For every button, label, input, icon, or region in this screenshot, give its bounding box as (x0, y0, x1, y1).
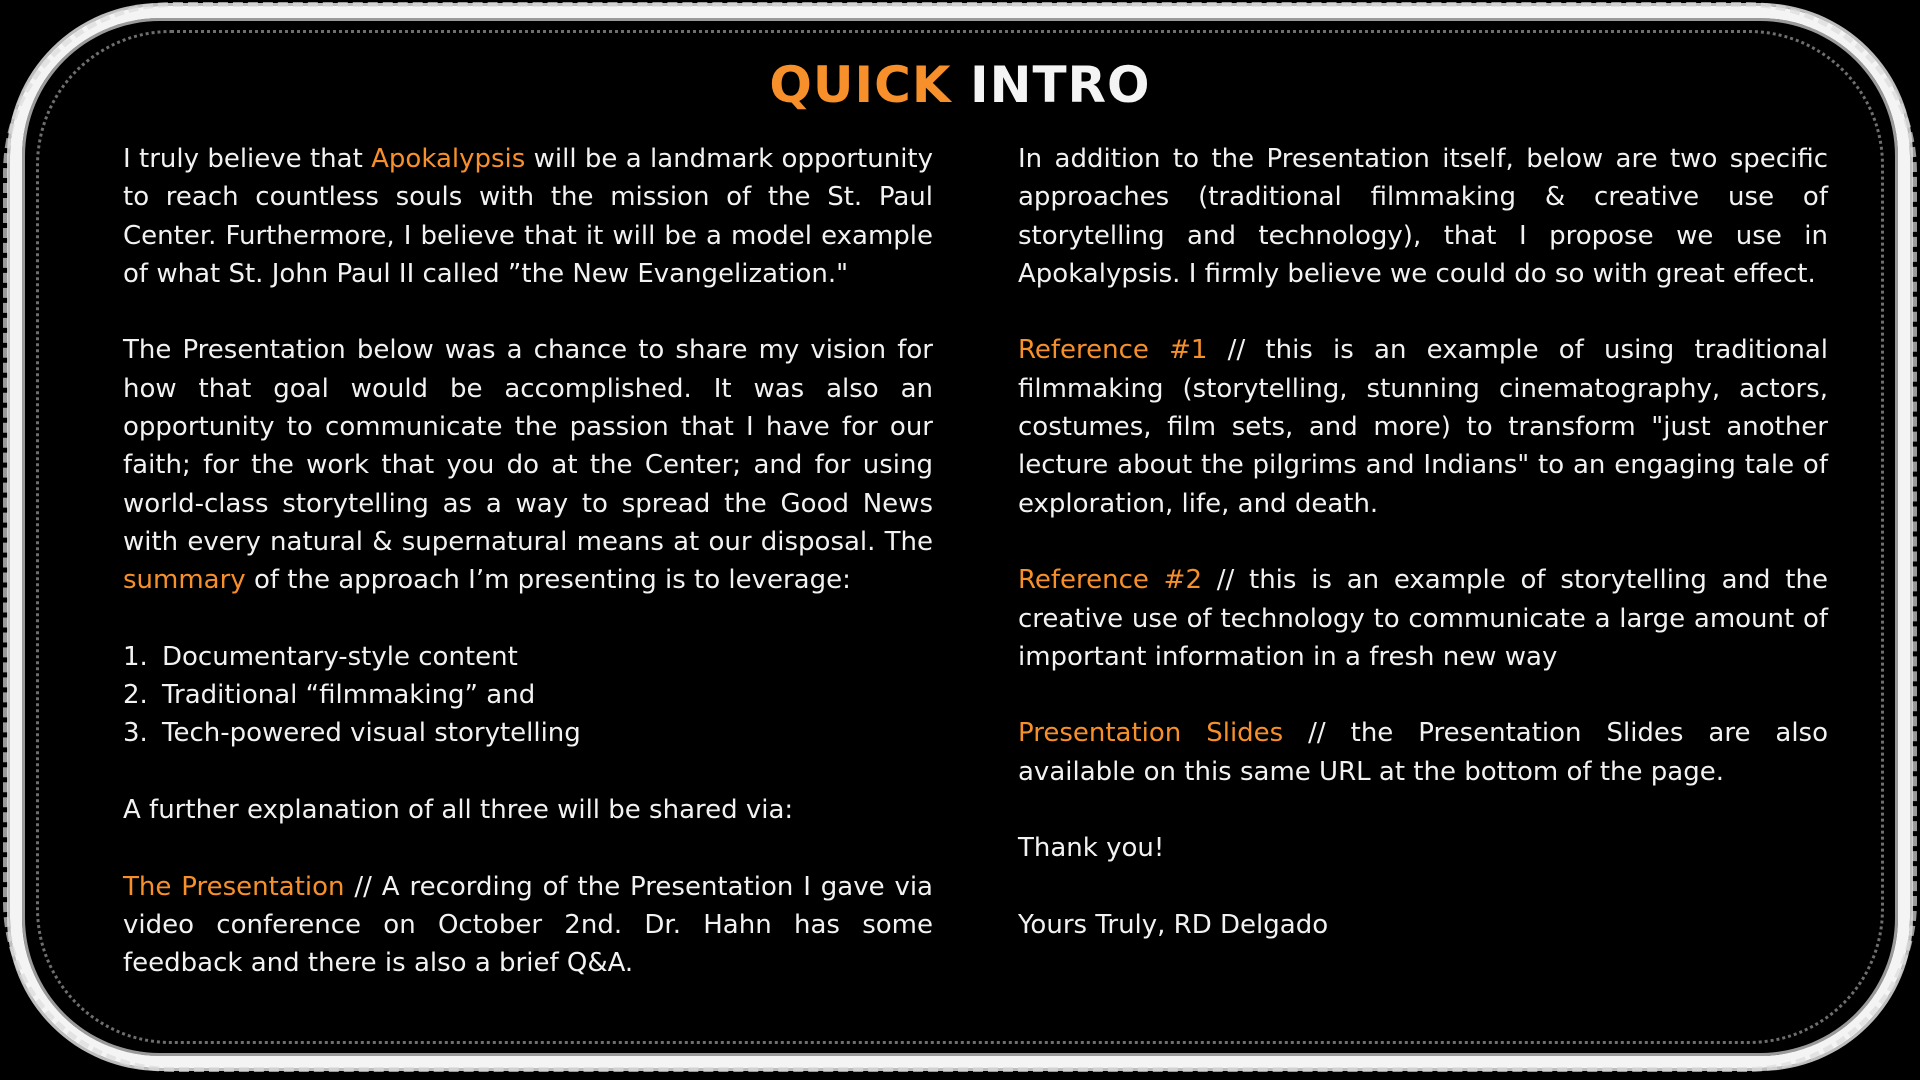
the-presentation-link[interactable]: The Presentation (123, 871, 345, 902)
list-text: Traditional “filmmaking” and (162, 680, 536, 711)
left-column (123, 140, 933, 1021)
reference-2-description: // this is an example of storytelling and the creative use of technology to communicate a large amount of important information in a fresh new way (1018, 565, 1828, 672)
reference-1-link[interactable]: Reference #1 (1018, 335, 1208, 366)
reference-1-description: // this is an example of using traditional filmmaking (storytelling, stunning cinematography, actors, costumes, film sets, and more) to transform "just another lecture about the pilgrims and Indians" to an engaging tale of exploration, life, and death. (1018, 335, 1828, 519)
presentation-link-paragraph (123, 868, 933, 983)
signature: Yours Truly, RD Delgado (1018, 909, 1329, 940)
list-text: Documentary-style content (162, 641, 518, 672)
list-number: 2. (123, 680, 148, 711)
thank-you-text: Thank you! (1018, 833, 1165, 864)
apokalypsis-highlight: Apokalypsis (371, 144, 526, 174)
list-number: 3. (123, 718, 148, 749)
page-title (0, 56, 1920, 114)
reference-2-paragraph (1018, 561, 1828, 676)
intro-text-end: will be a landmark opportunity to reach countless souls with the mission of the St. Paul Center. Furthermore, I believe that it will be a model example of what St. John Paul II called ”the New Evangelization." (123, 144, 933, 289)
presentation-slides-link[interactable]: Presentation Slides (1018, 718, 1284, 749)
slides-paragraph (1018, 714, 1828, 791)
title-rest: INTRO (970, 56, 1151, 114)
list-item (123, 676, 933, 714)
right-column (1018, 140, 1828, 983)
reference-2-link[interactable]: Reference #2 (1018, 565, 1202, 596)
intro-text-start: I truly believe that (123, 144, 372, 174)
approaches-paragraph: In addition to the Presentation itself, below are two specific approaches (traditional filmmaking & creative use of storytelling and technology), that I propose we use in Apokalypsis. I firmly believe we could do so with great effect. (1018, 144, 1828, 289)
list-item (123, 638, 933, 676)
summary-highlight: summary (123, 565, 246, 596)
approach-list (123, 638, 933, 753)
presentation-text-start: The Presentation below was a chance to share my vision for how that goal would be accomplished. It was also an opportunity to communicate the passion that I have for our faith; for the work that you do at the Center; and for using world-class storytelling as a way to spread the Good News with every natural & supernatural means at our disposal. The (123, 335, 933, 557)
slides-description: // the Presentation Slides are also available on this same URL at the bottom of the page. (1018, 718, 1828, 787)
explanation-paragraph: A further explanation of all three will be shared via: (123, 795, 794, 826)
title-accent: QUICK (769, 56, 952, 114)
list-item (123, 714, 933, 752)
list-text: Tech-powered visual storytelling (162, 718, 581, 749)
presentation-text-end: of the approach I’m presenting is to leverage: (245, 565, 851, 596)
list-number: 1. (123, 641, 148, 672)
intro-paragraph (123, 140, 933, 293)
presentation-paragraph (123, 331, 933, 599)
reference-1-paragraph (1018, 331, 1828, 522)
presentation-link-description: // A recording of the Presentation I gave via video conference on October 2nd. Dr. Hahn has some feedback and there is also a brief Q&A. (123, 871, 933, 979)
